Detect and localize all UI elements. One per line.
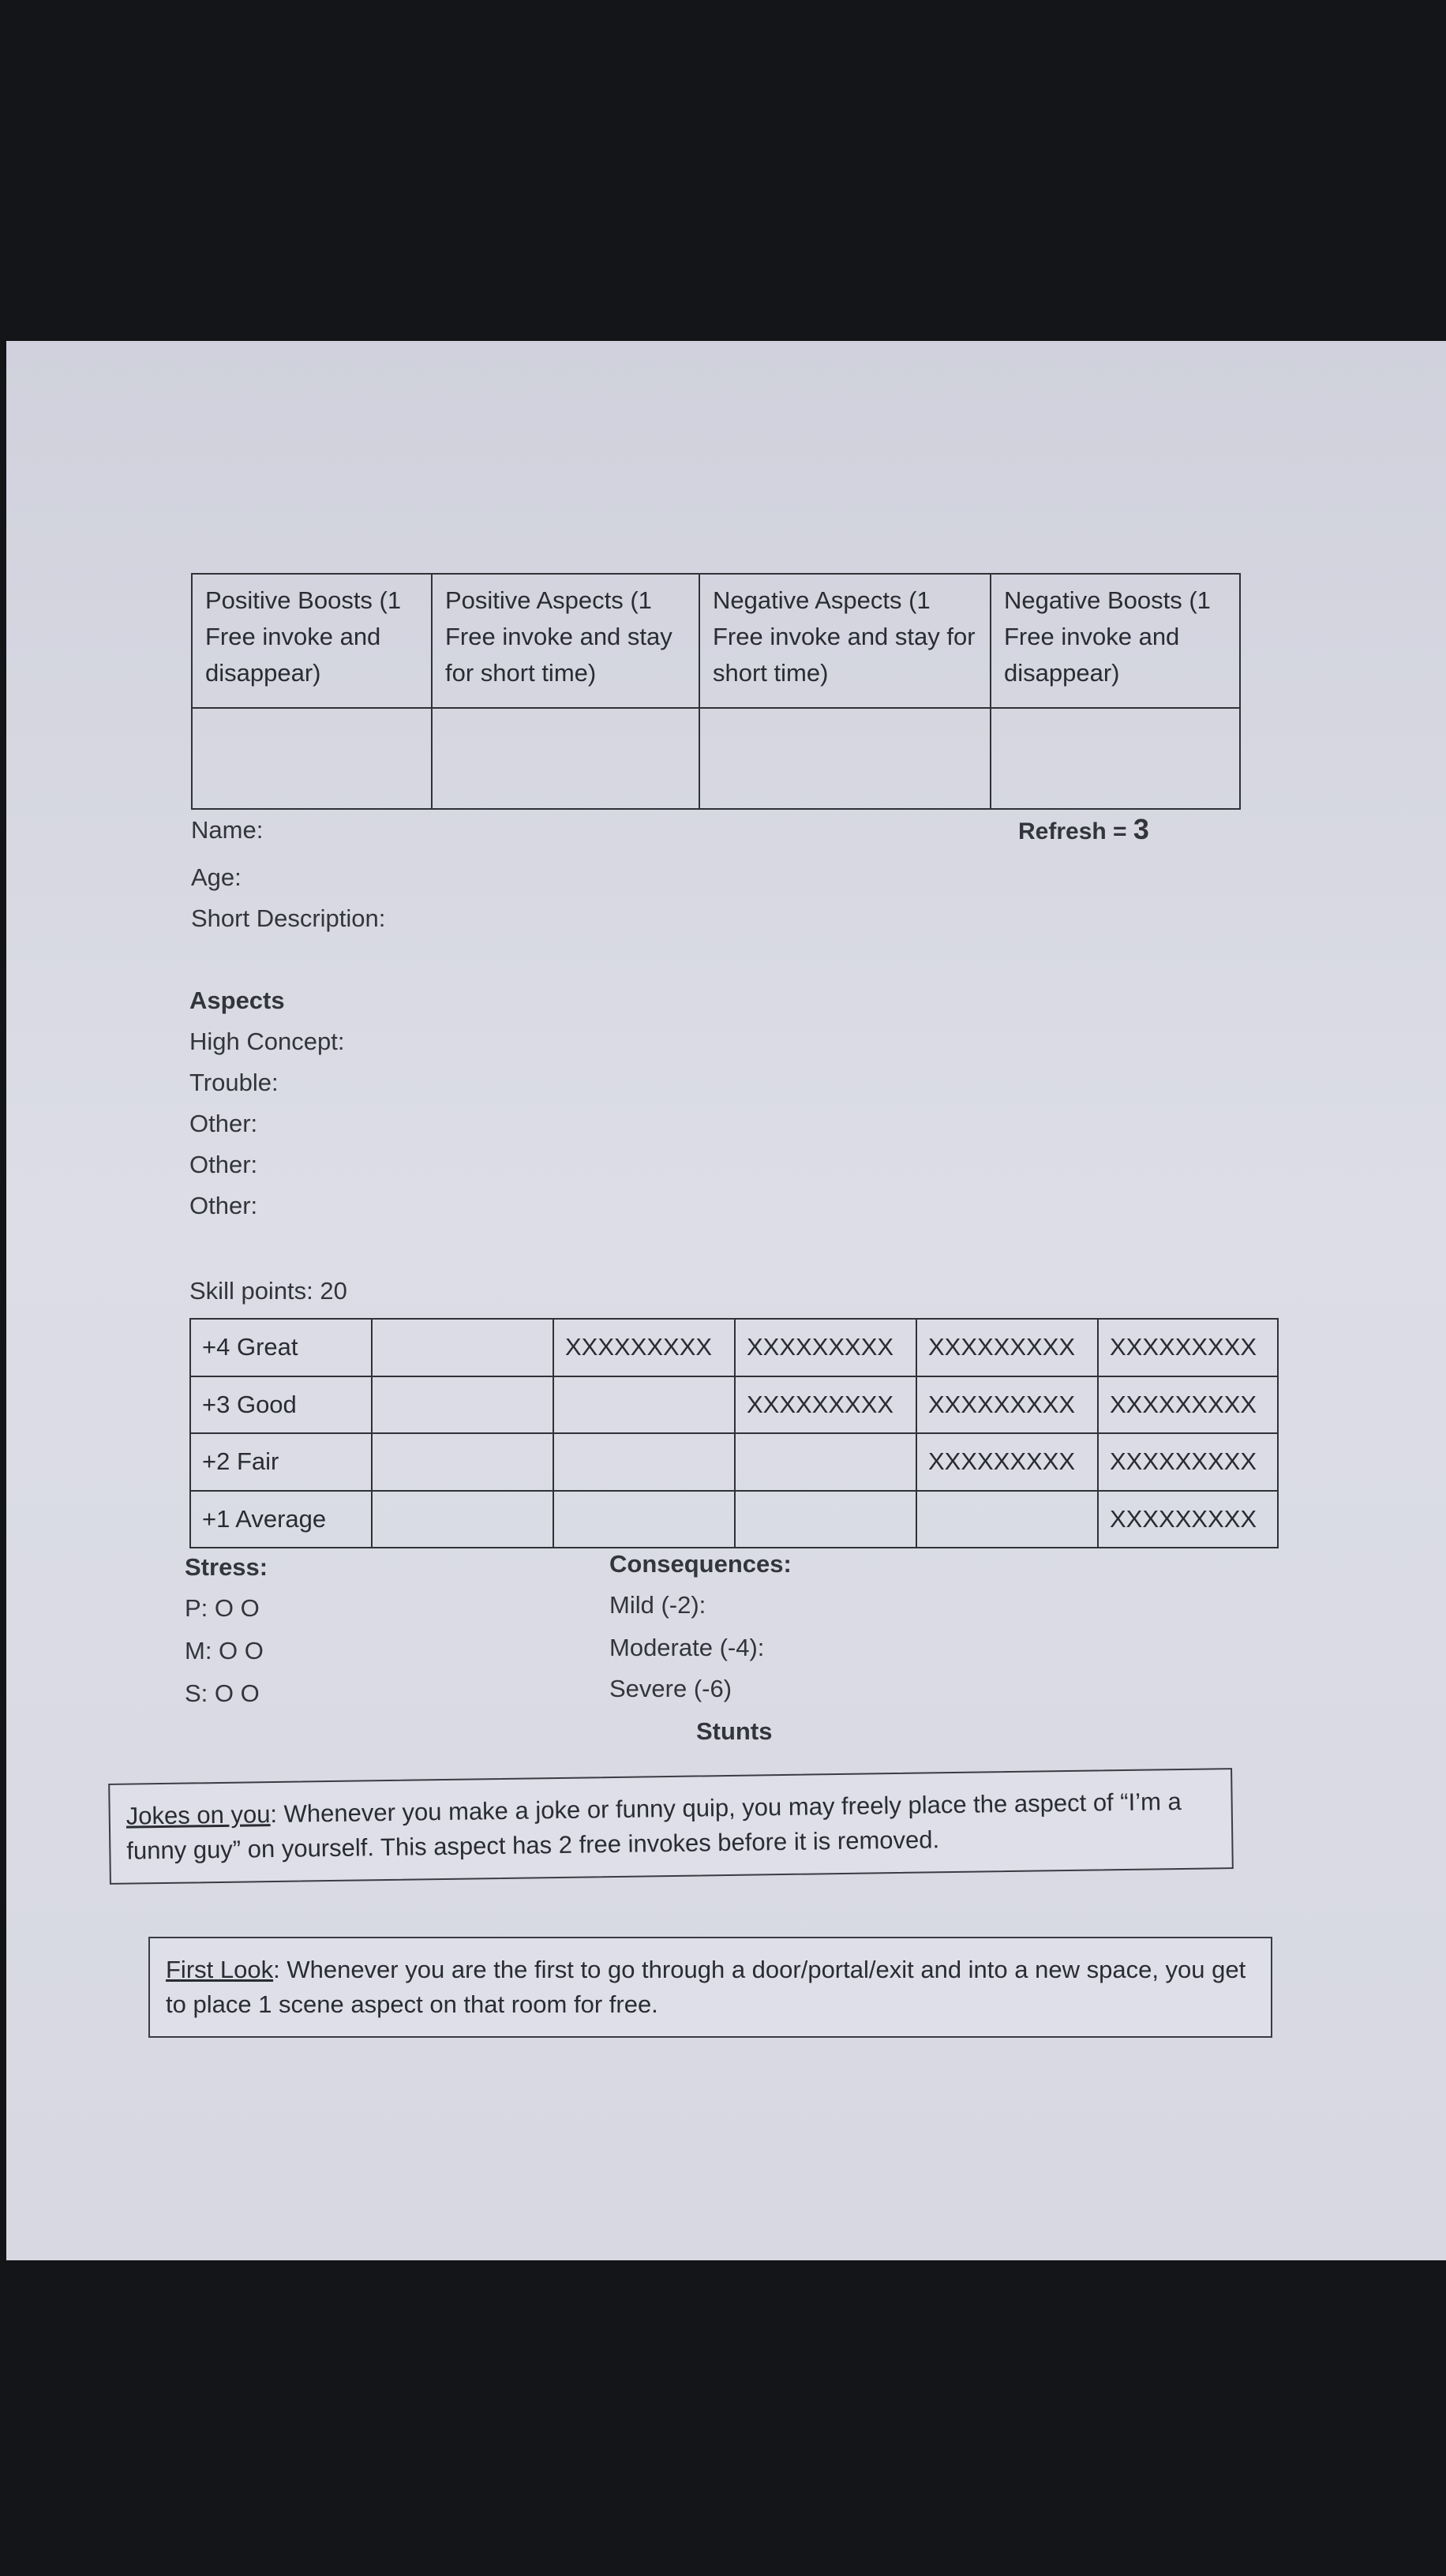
boosts-header-cell: Positive Aspects (1 Free invoke and stay for short time): [432, 574, 699, 708]
stunt-title: Jokes on you: [125, 1800, 271, 1830]
stunt-title: First Look: [166, 1956, 274, 1983]
skill-cell: XXXXXXXXX: [735, 1319, 916, 1376]
skill-points-label: Skill points: 20: [189, 1277, 347, 1305]
boosts-empty-cell: [991, 708, 1240, 809]
consequences-heading: Consequences:: [609, 1550, 792, 1578]
age-label: Age:: [191, 863, 242, 891]
skill-cell: XXXXXXXXX: [916, 1376, 1098, 1434]
skill-cell: [553, 1491, 735, 1548]
stunt-card: [148, 1937, 1272, 2038]
skill-row-great: [190, 1319, 1278, 1376]
aspect-other: Other:: [189, 1110, 258, 1137]
skill-cell: [372, 1376, 553, 1434]
skill-cell: [372, 1433, 553, 1491]
consequence-severe: Severe (-6): [609, 1675, 732, 1702]
skill-cell: XXXXXXXXX: [916, 1433, 1098, 1491]
skill-cell: XXXXXXXXX: [1098, 1319, 1278, 1376]
skill-level-label: +1 Average: [190, 1491, 372, 1548]
aspect-other: Other:: [189, 1151, 258, 1178]
aspects-heading: Aspects: [189, 987, 285, 1014]
skill-cell: [553, 1376, 735, 1434]
short-description-label: Short Description:: [191, 904, 386, 932]
aspect-high-concept: High Concept:: [189, 1028, 345, 1055]
skill-cell: XXXXXXXXX: [1098, 1491, 1278, 1548]
skill-level-label: +2 Fair: [190, 1433, 372, 1491]
consequence-mild: Mild (-2):: [609, 1591, 706, 1619]
stunts-heading: Stunts: [696, 1717, 773, 1745]
consequence-moderate: Moderate (-4):: [609, 1634, 765, 1661]
skill-row-average: [190, 1491, 1278, 1548]
boosts-header-cell: Positive Boosts (1 Free invoke and disappear): [192, 574, 432, 708]
skill-cell: [553, 1433, 735, 1491]
skill-cell: XXXXXXXXX: [1098, 1433, 1278, 1491]
stress-heading: Stress:: [185, 1553, 268, 1581]
skill-level-label: +3 Good: [190, 1376, 372, 1434]
boosts-empty-cell: [432, 708, 699, 809]
skill-cell: XXXXXXXXX: [553, 1319, 735, 1376]
skill-row-good: [190, 1376, 1278, 1434]
boosts-empty-cell: [192, 708, 432, 809]
refresh-label: [1018, 813, 1149, 846]
skills-table: [189, 1318, 1279, 1548]
aspect-trouble: Trouble:: [189, 1069, 279, 1096]
skill-cell: [372, 1491, 553, 1548]
name-label: Name:: [191, 816, 264, 844]
skill-cell: XXXXXXXXX: [916, 1319, 1098, 1376]
skill-cell: XXXXXXXXX: [1098, 1376, 1278, 1434]
boosts-empty-cell: [699, 708, 991, 809]
boosts-header-cell: Negative Boosts (1 Free invoke and disappear): [991, 574, 1240, 708]
refresh-value: 3: [1133, 813, 1149, 845]
skill-cell: [735, 1491, 916, 1548]
stress-physical: P: O O: [185, 1594, 260, 1622]
stunt-text: : Whenever you make a joke or funny quip, you may freely place the aspect of “I’m a funny guy” on yourself. This aspect has 2 free invokes before it is removed.: [126, 1787, 1182, 1865]
skill-row-fair: [190, 1433, 1278, 1491]
boosts-header-cell: Negative Aspects (1 Free invoke and stay for short time): [699, 574, 991, 708]
paper-sheet: [6, 341, 1446, 2260]
stress-mental: M: O O: [185, 1637, 264, 1664]
boosts-table: [191, 573, 1241, 810]
refresh-text: Refresh =: [1018, 818, 1133, 844]
stress-social: S: O O: [185, 1679, 260, 1707]
aspect-other: Other:: [189, 1192, 258, 1219]
skill-level-label: +4 Great: [190, 1319, 372, 1376]
stunt-card: [108, 1768, 1234, 1885]
skill-cell: [372, 1319, 553, 1376]
skill-cell: [735, 1433, 916, 1491]
skill-cell: XXXXXXXXX: [735, 1376, 916, 1434]
skill-cell: [916, 1491, 1098, 1548]
stunt-text: : Whenever you are the first to go through a door/portal/exit and into a new space, you get to place 1 scene aspect on that room for free.: [166, 1956, 1246, 2018]
